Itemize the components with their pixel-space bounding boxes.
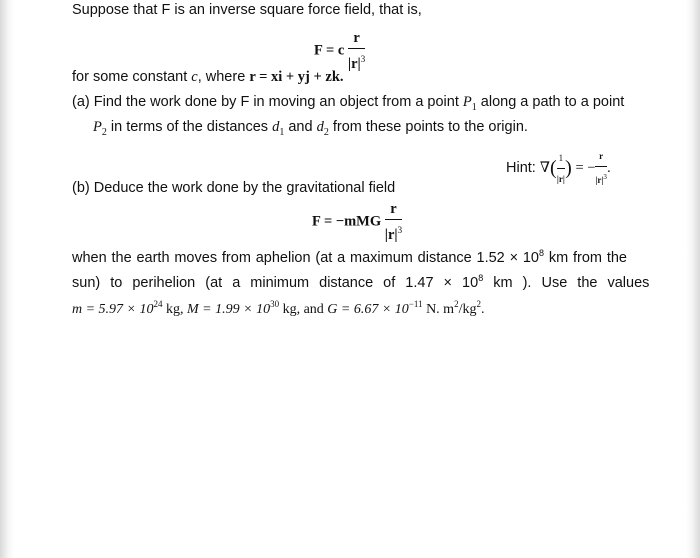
position-vector-expr: r = xi + yj + zk. xyxy=(249,69,344,85)
mass-M-value: M = 1.99 × 10 xyxy=(187,302,271,317)
point-p2-sub: 2 xyxy=(101,127,107,138)
part-a-and: and xyxy=(284,119,317,135)
intro-line xyxy=(72,1,422,19)
constant-text1: for some constant xyxy=(72,69,192,85)
hint-equals: = − xyxy=(571,159,596,176)
gravity-G-unit2-exp: 2 xyxy=(476,299,481,309)
mass-m-value: m = 5.97 × 10 xyxy=(72,302,154,317)
part-a-end: from these points to the origin. xyxy=(328,119,528,135)
eq1-den-text: |r| xyxy=(347,56,361,72)
paragraph-line-2 xyxy=(72,266,650,296)
hint-rhs-exp: 3 xyxy=(603,173,607,181)
gravity-G-end: . xyxy=(480,302,485,317)
mass-M-unit: kg, and xyxy=(279,302,328,317)
eq2-fraction xyxy=(385,200,402,244)
hint-inner-num: 1 xyxy=(557,149,566,169)
hint-close-paren: ) xyxy=(565,156,572,179)
eq1-fraction xyxy=(348,29,365,73)
distance-d2-letter: d xyxy=(316,119,324,135)
gravity-G-value: G = 6.67 × 10 xyxy=(327,302,409,317)
para-line1-exp: 8 xyxy=(539,248,545,258)
gravity-G-unit2: /kg xyxy=(458,302,477,317)
part-a-prefix: (a) Find the work done by F in moving an object from a point xyxy=(72,94,463,110)
part-a-mid: in terms of the distances xyxy=(106,119,273,135)
distance-d2-sub: 2 xyxy=(323,127,329,138)
hint-open-paren: ( xyxy=(549,156,557,179)
eq1-denominator xyxy=(348,49,365,73)
gravity-G-unit-exp: 2 xyxy=(454,299,459,309)
page-edge-right xyxy=(686,0,700,558)
hint xyxy=(506,147,611,189)
gravity-G-unit: N. m xyxy=(422,302,455,317)
page-edge-left xyxy=(0,0,14,558)
hint-rhs-fraction xyxy=(595,147,606,189)
equation-inverse-square xyxy=(314,29,365,73)
eq2-den-text: |r| xyxy=(384,227,398,243)
part-a-line-1 xyxy=(72,93,624,117)
eq2-den-exp: 3 xyxy=(397,225,403,235)
eq1-numerator: r xyxy=(348,29,365,49)
constant-text2: , where xyxy=(197,69,250,85)
distance-d1-sub: 1 xyxy=(279,127,285,138)
intro-text: Suppose that F is an inverse square force field, that is, xyxy=(72,2,422,18)
point-p1-letter: P xyxy=(462,94,472,110)
part-a-suffix: along a path to a point xyxy=(476,94,625,110)
hint-label: Hint: xyxy=(506,159,540,176)
mass-m-unit: kg, xyxy=(162,302,188,317)
eq2-numerator: r xyxy=(385,200,402,220)
hint-rhs-den xyxy=(595,167,606,189)
point-p1-sub: 1 xyxy=(471,102,477,113)
part-b-title xyxy=(72,179,395,197)
gravity-G-exp: −11 xyxy=(408,299,423,309)
constant-line xyxy=(72,68,344,86)
para-line1-text: when the earth moves from aphelion (at a maximum distance 1.52 × 10 xyxy=(72,250,539,266)
hint-period: . xyxy=(606,159,611,176)
equation-gravitational-field xyxy=(312,200,402,244)
constant-c: c xyxy=(191,69,198,85)
point-p2-letter: P xyxy=(93,119,102,135)
paragraph-line-3 xyxy=(72,295,484,319)
hint-rhs-num: r xyxy=(595,147,606,167)
part-b-title-text: (b) Deduce the work done by the gravitational field xyxy=(72,180,396,196)
nabla-symbol: ∇ xyxy=(539,159,550,176)
hint-inner-den-text: |r| xyxy=(556,173,565,184)
hint-inner-den xyxy=(557,169,566,188)
eq1-lhs: F = c xyxy=(314,42,345,59)
para-line2-end: km ). Use the values xyxy=(483,275,650,291)
mass-m-exp: 24 xyxy=(153,299,163,309)
para-line2-exp: 8 xyxy=(478,273,484,283)
mass-M-exp: 30 xyxy=(270,299,280,309)
part-a-line-2 xyxy=(93,118,528,142)
para-line1-end: km from the xyxy=(544,250,627,266)
eq2-lhs: F = −mMG xyxy=(312,213,382,230)
para-line2-text: sun) to perihelion (at a minimum distance of 1.47 × 10 xyxy=(72,275,479,291)
hint-rhs-den-text: |r| xyxy=(595,175,604,185)
distance-d1-letter: d xyxy=(272,119,280,135)
hint-inner-fraction xyxy=(557,149,566,188)
eq1-den-exp: 3 xyxy=(360,54,366,64)
